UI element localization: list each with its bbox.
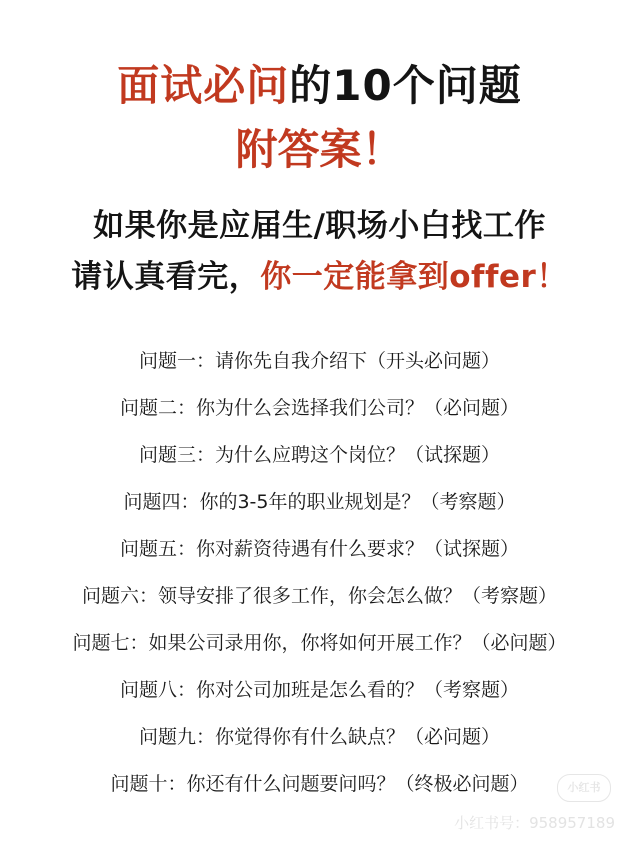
title-rest: 的10个问题: [289, 61, 522, 110]
question-item: 问题四：你的3-5年的职业规划是？（考察题）: [123, 491, 516, 513]
question-item: 问题九：你觉得你有什么缺点？（必问题）: [138, 726, 500, 748]
question-item: 问题十：你还有什么问题要问吗？（终极必问题）: [110, 773, 529, 795]
question-item: 问题五：你对薪资待遇有什么要求？（试探题）: [119, 538, 519, 560]
subtitle-line2-dark: 请认真看完，: [71, 259, 261, 295]
question-item: 问题七：如果公司录用你，你将如何开展工作？（必问题）: [72, 632, 567, 654]
main-title-line1: [0, 58, 639, 114]
question-item: 问题三：为什么应聘这个岗位？（试探题）: [138, 444, 500, 466]
subtitle-line2: [0, 255, 639, 299]
watermark-logo: 小红书: [557, 774, 611, 802]
question-item: 问题二：你为什么会选择我们公司？（必问题）: [119, 397, 519, 419]
title-highlight: 面试必问: [117, 61, 290, 110]
main-title-line2: 附答案！: [235, 125, 404, 174]
subtitle-line1: 如果你是应届生/职场小白找工作: [93, 208, 546, 244]
question-item: 问题一：请你先自我介绍下（开头必问题）: [138, 350, 500, 372]
question-item: 问题六：领导安排了很多工作，你会怎么做？（考察题）: [81, 585, 557, 607]
question-item: 问题八：你对公司加班是怎么看的？（考察题）: [119, 679, 519, 701]
question-list: [0, 338, 639, 808]
subtitle-line2-highlight: 你一定能拿到offer！: [260, 259, 568, 295]
watermark-id: 小红书号：958957189: [454, 814, 615, 832]
